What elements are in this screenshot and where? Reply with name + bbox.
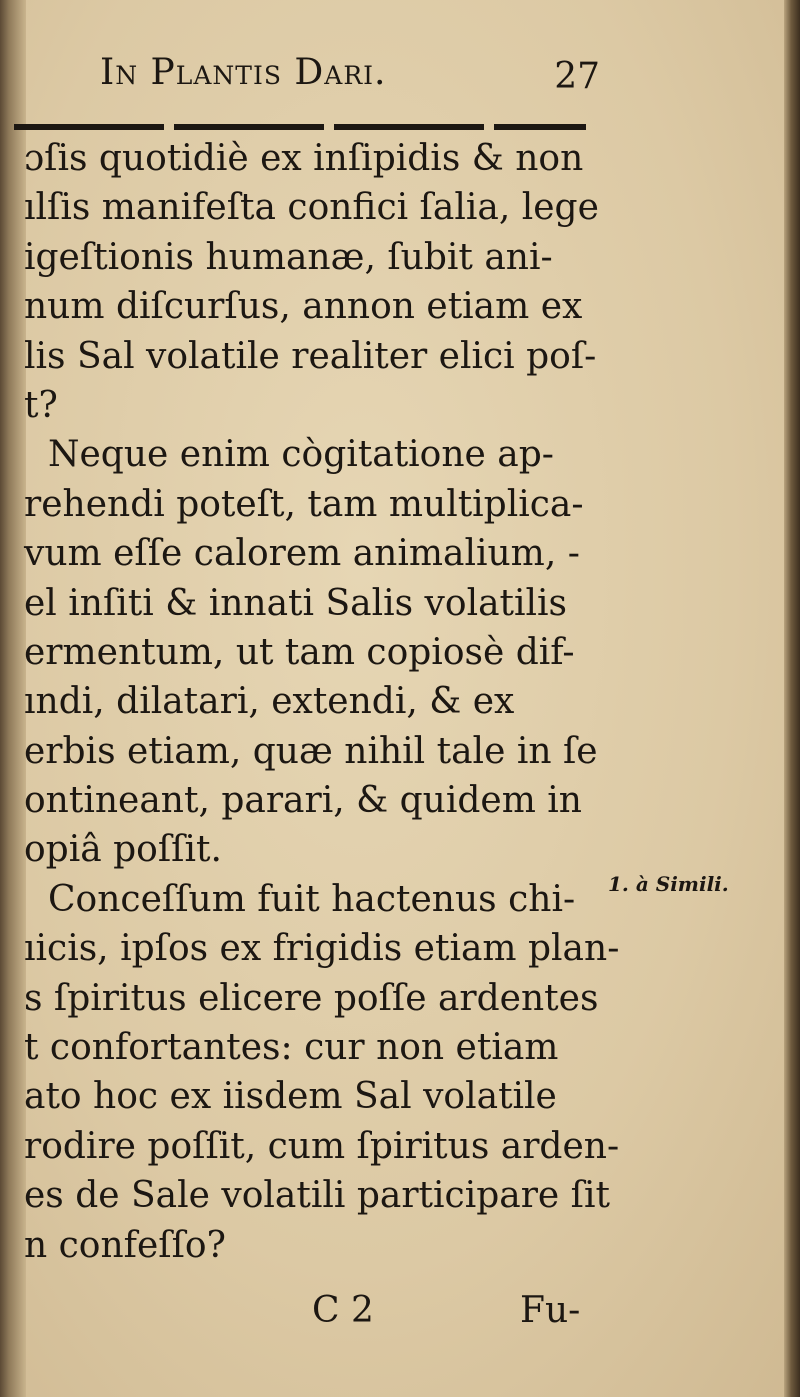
text-line: ındi, dilatari, extendi, & ex	[24, 681, 515, 723]
catchword: Fu-	[520, 1290, 581, 1331]
signature-mark: C 2	[312, 1290, 374, 1331]
text-line: es de Sale volatili participare ſit	[24, 1175, 610, 1217]
page-edge	[784, 0, 800, 1397]
text-line: n confeſſo?	[24, 1224, 226, 1266]
text-line: s ſpiritus elicere poſſe ardentes	[24, 977, 599, 1019]
text-line: t confortantes: cur non etiam	[24, 1027, 559, 1069]
text-line: erbis etiam, quæ nihil tale in ſe	[24, 730, 598, 772]
body-text	[24, 134, 620, 1270]
marginal-note: 1. à Simili.	[608, 872, 729, 896]
text-line: ɔſis quotidiè ex inſipidis & non	[24, 138, 584, 179]
text-line: lis Sal volatile realiter elici poſ-	[24, 335, 597, 377]
text-line: igeſtionis humanæ, ſubit ani-	[24, 236, 553, 278]
running-title: In Plantis Dari.	[100, 52, 387, 93]
text-line: opiâ poſſit.	[24, 829, 222, 871]
text-line: ıicis, ipſos ex frigidis etiam plan-	[24, 928, 620, 970]
text-line: t?	[24, 384, 58, 426]
text-line: ontineant, parari, & quidem in	[24, 780, 582, 822]
header-rule	[14, 124, 586, 130]
text-line: Conceſſum fuit hactenus chi-	[48, 878, 576, 920]
text-line: vum eſſe calorem animalium, -	[24, 533, 580, 575]
page-header	[100, 52, 600, 112]
text-line: ılſis manifeſta confici ſalia, lege	[24, 187, 599, 229]
text-line: Neque enim cògitatione ap-	[48, 434, 554, 476]
binding-gutter	[0, 0, 26, 1397]
page-number: 27	[554, 56, 600, 97]
text-line: rehendi poteſt, tam multiplica-	[24, 483, 584, 525]
text-line: el inſiti & innati Salis volatilis	[24, 582, 568, 624]
text-line: rodire poſſit, cum ſpiritus arden-	[24, 1125, 620, 1167]
text-line: num diſcurſus, annon etiam ex	[24, 286, 583, 328]
text-line: ato hoc ex iisdem Sal volatile	[24, 1076, 557, 1118]
text-line: ermentum, ut tam copiosè dif-	[24, 631, 575, 673]
